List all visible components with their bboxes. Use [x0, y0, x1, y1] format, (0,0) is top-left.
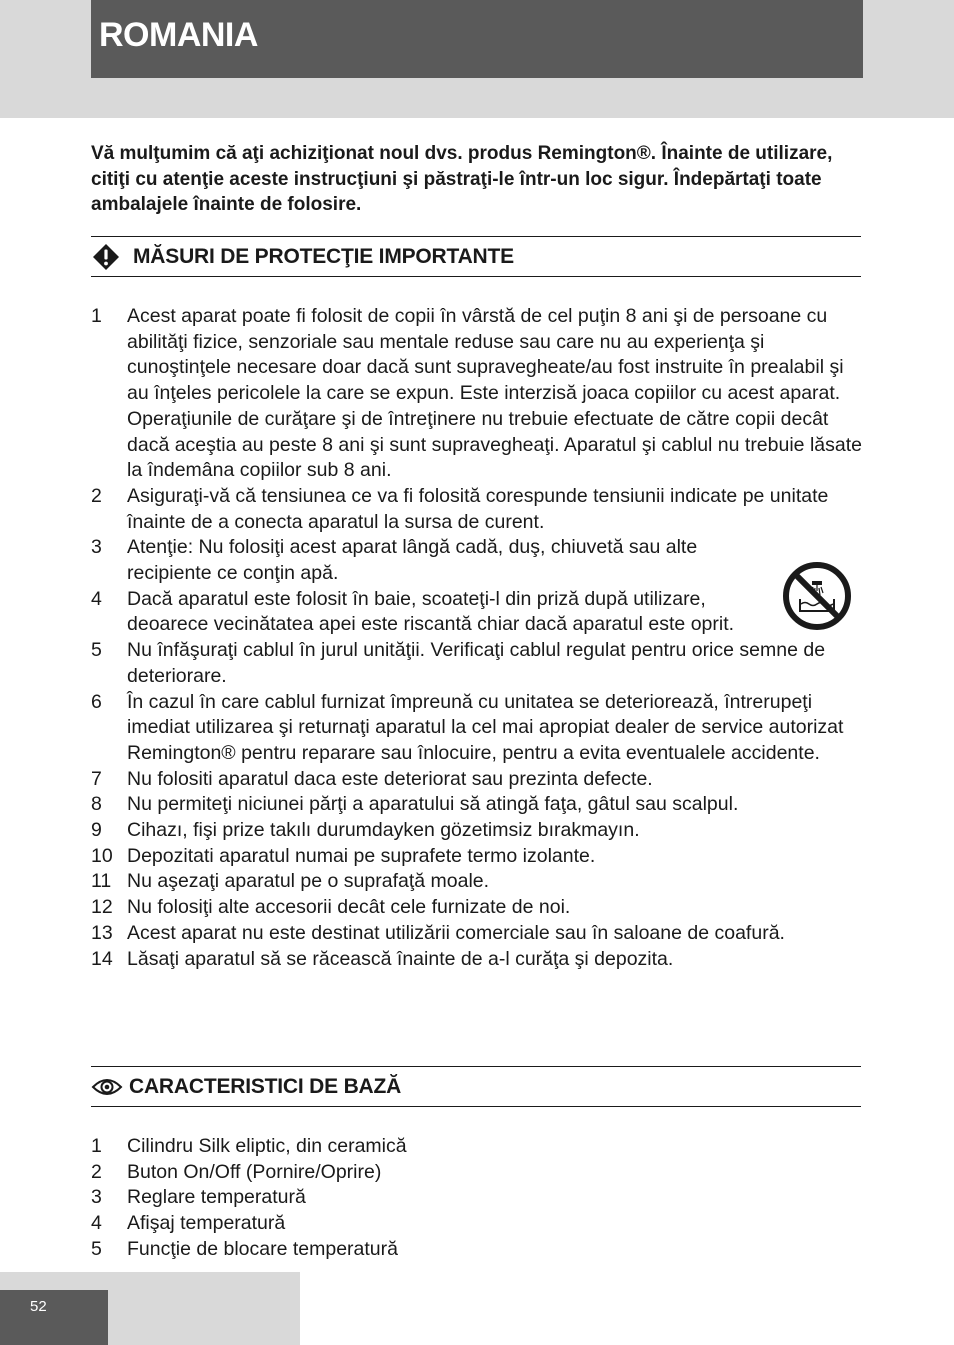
safety-list: [91, 304, 863, 972]
item-number: 13: [91, 921, 113, 944]
warning-icon: [91, 242, 121, 272]
intro-paragraph: Vă mulţumim că aţi achiziţionat noul dvs. produs Remington®. Înainte de utilizare, citiţi cu atenţie aceste instrucţiuni şi păstraţi-le într-un loc sigur. Îndepărtaţi toate ambalajele înainte de folosire.: [91, 143, 833, 215]
list-item: [91, 818, 863, 844]
item-text: Asiguraţi-vă că tensiunea ce va fi folosită corespunde tensiunii indicate pe unitate înainte de a conecta aparatul la sursa de curent.: [127, 484, 829, 533]
item-number: 4: [91, 587, 102, 610]
features-section-title: CARACTERISTICI DE BAZĂ: [129, 1074, 402, 1098]
item-text: Depozitati aparatul numai pe suprafete termo izolante.: [127, 844, 596, 867]
item-text: În cazul în care cablul furnizat împreună cu unitatea se deteriorează, întrerupeţi imediat utilizarea şi returnaţi aparatul la cel mai apropiat dealer de service autorizat Remington® pentru reparare sau înlocuire, pentru a evita eventualele accidente.: [127, 690, 844, 764]
list-item: [91, 844, 863, 870]
item-text: Reglare temperatură: [127, 1186, 306, 1209]
item-number: 4: [91, 1212, 102, 1235]
features-section-header: [91, 1066, 861, 1107]
item-text: Nu aşezaţi aparatul pe o suprafaţă moale.: [127, 870, 490, 893]
item-number: 12: [91, 896, 113, 919]
no-water-near-bath-icon: [782, 561, 852, 631]
item-text: Nu înfăşuraţi cablul în jurul unităţii. Verificaţi cablul regulat pentru orice semne de deteriorare.: [127, 639, 826, 687]
item-text: Dacă aparatul este folosit în baie, scoateţi-l din priză după utilizare, deoarece vecinătatea apei este riscantă chiar dacă aparatul este oprit.: [127, 587, 735, 636]
item-number: 14: [91, 947, 113, 970]
item-number: 1: [91, 1135, 102, 1157]
list-item: [91, 1160, 863, 1186]
page-number-box: [0, 1290, 108, 1345]
item-text: Acest aparat nu este destinat utilizării comerciale sau în saloane de coafură.: [127, 921, 785, 944]
item-text: Nu folositi aparatul daca este deteriorat sau prezinta defecte.: [127, 767, 653, 790]
item-text: Funcţie de blocare temperatură: [127, 1237, 398, 1260]
list-item: [91, 690, 863, 767]
list-item: [91, 921, 863, 947]
list-item: [91, 1211, 863, 1237]
item-number: 8: [91, 793, 102, 816]
features-list: [91, 1134, 863, 1263]
item-text: Lăsaţi aparatul să se răcească înainte de a-l curăţa şi depozita.: [127, 947, 674, 970]
list-item: [91, 1237, 863, 1263]
item-number: 11: [91, 870, 112, 893]
list-item: [91, 484, 863, 535]
list-item: [91, 767, 863, 793]
item-number: 3: [91, 1186, 102, 1209]
page-number: 52: [30, 1298, 47, 1315]
safety-section-title: MĂSURI DE PROTECŢIE IMPORTANTE: [133, 244, 514, 268]
item-number: 2: [91, 484, 102, 507]
eye-icon: [91, 1076, 123, 1098]
list-item: [91, 304, 863, 484]
item-text: Nu permiteţi niciunei părţi a aparatului să atingă faţa, gâtul sau scalpul.: [127, 793, 739, 816]
list-item: [91, 869, 863, 895]
title-bar: [91, 0, 863, 78]
list-item: [91, 792, 863, 818]
list-item: [91, 947, 863, 973]
list-item: [91, 895, 863, 921]
item-number: 5: [91, 1237, 102, 1260]
item-number: 6: [91, 690, 102, 713]
item-text: Cihazı, fişi prize takılı durumdayken gözetimsiz bırakmayın.: [127, 819, 640, 842]
page-title: ROMANIA: [99, 16, 258, 54]
item-number: 9: [91, 819, 102, 842]
list-item: [91, 587, 863, 638]
item-number: 5: [91, 639, 102, 662]
item-number: 10: [91, 844, 113, 867]
item-text: Afişaj temperatură: [127, 1212, 286, 1235]
item-text: Cilindru Silk eliptic, din ceramică: [127, 1135, 407, 1157]
item-number: 2: [91, 1160, 102, 1183]
list-item: [91, 1185, 863, 1211]
item-text: Acest aparat poate fi folosit de copii în vârstă de cel puţin 8 ani şi de persoane cu abilităţi fizice, senzoriale sau mentale reduse sau care nu au experienţa şi cunoştinţele necesare doar dacă sunt supravegheate/au fost instruite în prealabil şi au înţeles pericolele la care se expun. Este interzisă joaca copiilor cu acest aparat. Operaţiunile de curăţare şi de întreţinere nu trebuie efectuate de către copii decât dacă aceştia au peste 8 ani şi sunt supravegheaţi. Aparatul şi cablul nu trebuie lăsate la îndemâna copiilor sub 8 ani.: [127, 305, 862, 482]
item-text: Nu folosiţi alte accesorii decât cele furnizate de noi.: [127, 896, 571, 919]
list-item: [91, 638, 863, 689]
item-text: Atenţie: Nu folosiţi acest aparat lângă cadă, duş, chiuvetă sau alte recipiente ce conţin apă.: [127, 536, 698, 585]
list-item: [91, 535, 863, 586]
list-item: [91, 1134, 863, 1160]
item-number: 1: [91, 305, 102, 327]
item-number: 7: [91, 767, 102, 790]
safety-section-header: [91, 236, 861, 277]
item-number: 3: [91, 536, 102, 559]
item-text: Buton On/Off (Pornire/Oprire): [127, 1160, 382, 1183]
